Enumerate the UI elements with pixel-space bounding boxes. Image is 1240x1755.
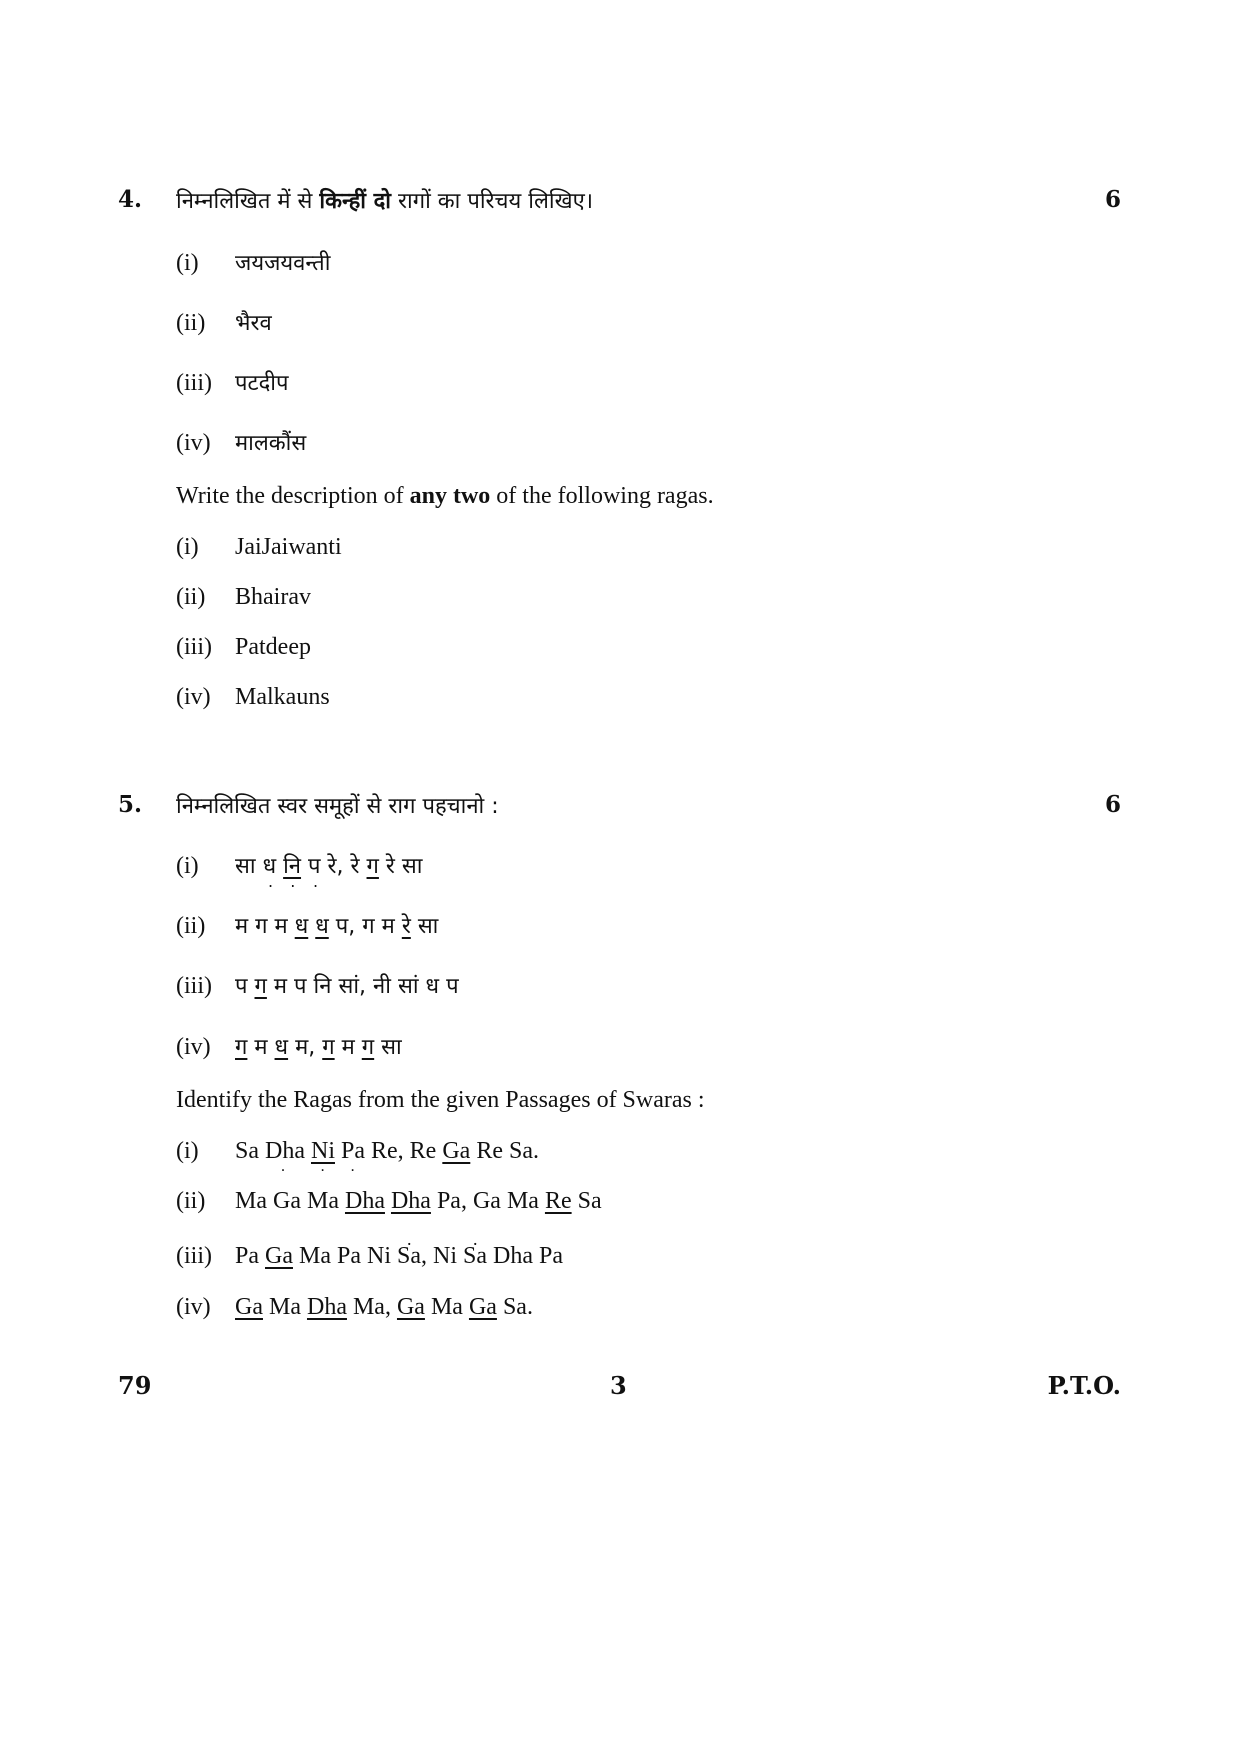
item-number: (ii) (176, 310, 206, 336)
swara: Pa, (436, 1188, 467, 1214)
q4-english-item (176, 634, 311, 661)
swara-lower-octave: प . (308, 854, 321, 879)
swara: म (274, 914, 288, 939)
swara: ध (425, 974, 440, 999)
swara-komal: ग (366, 854, 379, 879)
item-text: पटदीप (235, 371, 289, 396)
q5-english-item (176, 1138, 539, 1165)
please-turn-over: P.T.O. (1047, 1371, 1121, 1400)
item-number: (iv) (176, 684, 211, 710)
swara: Ma (268, 1294, 301, 1320)
swara-komal: Ga (265, 1243, 293, 1269)
swara: म (254, 1035, 268, 1060)
q5-english-item (176, 1188, 602, 1215)
swara: Ma (506, 1188, 539, 1214)
item-number: (i) (176, 853, 199, 879)
swara-passage (235, 1031, 402, 1061)
q4-hindi-prompt-post: रागों का परिचय लिखिए। (398, 189, 594, 214)
swara: Sa. (502, 1294, 533, 1320)
swara: Ma (430, 1294, 463, 1320)
swara: म, (295, 1035, 316, 1060)
swara: Re (409, 1138, 437, 1164)
item-number: (ii) (176, 1188, 206, 1214)
swara-komal: ध (274, 1035, 289, 1060)
question-4-marks: 6 (1104, 186, 1121, 213)
item-number: (ii) (176, 913, 206, 939)
swara-komal: ग (254, 974, 267, 999)
q5-english-item (176, 1243, 563, 1270)
swara: सां (397, 974, 419, 999)
swara: म (381, 914, 395, 939)
swara: ग (255, 914, 268, 939)
item-text: Bhairav (235, 584, 311, 610)
q5-english-item (176, 1294, 533, 1321)
item-text: Patdeep (235, 634, 311, 660)
swara-komal: ग (361, 1035, 375, 1060)
swara-komal: Ga (442, 1138, 471, 1164)
swara-passage (235, 910, 438, 940)
q4-english-prompt-bold: any two (409, 483, 491, 509)
item-number: (i) (176, 250, 199, 276)
swara: नी (373, 974, 391, 999)
swara-lower-octave: Dha . (265, 1138, 305, 1164)
paper-code: 79 (118, 1371, 152, 1400)
swara-passage (235, 1188, 602, 1215)
question-4-hindi-prompt (176, 185, 593, 215)
q4-english-prompt-pre: Write the description of (176, 483, 404, 509)
q4-hindi-prompt-bold: किन्हीं दो (319, 189, 391, 214)
q5-hindi-item (176, 1031, 402, 1061)
swara-komal: रे (401, 914, 411, 939)
swara: Ni (432, 1243, 457, 1269)
swara: प (235, 974, 248, 999)
swara-komal-lower-octave: नि . (283, 854, 301, 879)
swara: प (446, 974, 459, 999)
swara: Re, (370, 1138, 404, 1164)
item-text: JaiJaiwanti (235, 534, 342, 560)
swara: Sa (235, 1138, 259, 1164)
swara: प (294, 974, 307, 999)
swara: Ni (366, 1243, 391, 1269)
swara-komal: ग (235, 1035, 248, 1060)
swara: Re (476, 1138, 503, 1164)
q5-hindi-item (176, 910, 438, 940)
swara: सा (401, 854, 423, 879)
item-number: (i) (176, 534, 199, 560)
item-number: (iii) (176, 973, 212, 999)
swara-komal: Dha (390, 1188, 431, 1214)
q4-hindi-item (176, 427, 306, 457)
swara: Ma, (352, 1294, 391, 1320)
swara: Pa (336, 1243, 361, 1269)
swara: Ga (472, 1188, 501, 1214)
swara: Pa (538, 1243, 563, 1269)
swara: प, (335, 914, 356, 939)
item-text: मालकौंस (235, 431, 307, 456)
item-number: (ii) (176, 584, 206, 610)
q4-hindi-prompt-pre: निम्नलिखित में से (176, 189, 313, 214)
item-number: (iv) (176, 1294, 211, 1320)
swara: Ma (235, 1188, 267, 1214)
q4-english-item (176, 684, 330, 711)
swara-komal: Dha (344, 1188, 385, 1214)
item-number: (iv) (176, 430, 211, 456)
swara: Ma (306, 1188, 339, 1214)
swara: Ma (298, 1243, 331, 1269)
question-5-hindi-prompt: निम्नलिखित स्वर समूहों से राग पहचानो : (176, 794, 499, 819)
item-text: जयजयवन्ती (235, 251, 331, 276)
q4-hindi-item (176, 367, 288, 397)
swara-lower-octave: ध . (263, 854, 277, 879)
swara: सा (381, 1035, 402, 1060)
q4-hindi-item (176, 307, 272, 337)
item-text: Malkauns (235, 684, 330, 710)
q5-hindi-item (176, 970, 459, 1000)
swara: म (235, 914, 249, 939)
swara-komal-lower-octave: Ni . (311, 1138, 335, 1164)
item-number: (iii) (176, 1243, 212, 1269)
swara-komal: Ga (396, 1294, 425, 1320)
swara: रे (350, 854, 360, 879)
item-number: (iii) (176, 370, 212, 396)
swara: रे (385, 854, 395, 879)
swara: Pa (235, 1243, 259, 1269)
item-number: (i) (176, 1138, 199, 1164)
swara: सा (235, 854, 256, 879)
swara: म (273, 974, 288, 999)
q4-hindi-item (176, 247, 330, 277)
swara: ग (362, 914, 375, 939)
swara: Ga (273, 1188, 301, 1214)
swara-passage (235, 1138, 539, 1165)
swara-komal: Ga (468, 1294, 497, 1320)
swara-passage (235, 1294, 533, 1321)
page-number: 3 (610, 1371, 627, 1400)
item-number: (iv) (176, 1034, 211, 1060)
q5-hindi-item (176, 850, 423, 880)
swara-passage (235, 1243, 563, 1270)
swara: Sa. (508, 1138, 539, 1164)
question-4-number: 4. (118, 186, 143, 213)
q4-english-item (176, 584, 311, 611)
swara-passage (235, 850, 423, 880)
swara: सा (417, 914, 439, 939)
swara-komal: ध (315, 914, 329, 939)
question-5-english-prompt: Identify the Ragas from the given Passages of Swaras : (176, 1087, 705, 1113)
swara: रे, (327, 854, 344, 879)
swara: Sa (577, 1188, 602, 1214)
question-4-english-prompt (176, 483, 714, 510)
swara-komal: ध (294, 914, 309, 939)
question-5-number: 5. (118, 791, 143, 818)
question-5-marks: 6 (1104, 791, 1121, 818)
swara-passage (235, 970, 459, 1000)
swara-lower-octave: Pa . (341, 1138, 365, 1164)
item-text: भैरव (235, 311, 272, 336)
swara-komal: Re (544, 1188, 572, 1214)
swara: सां, (338, 974, 367, 999)
q4-english-item (176, 534, 342, 561)
q4-english-prompt-post: of the following ragas. (496, 483, 714, 509)
swara: नि (313, 974, 332, 999)
swara-komal: Ga (235, 1294, 263, 1320)
swara-komal: ग (322, 1035, 335, 1060)
swara-upper-octave: Sa . (397, 1243, 421, 1269)
punctuation: , (420, 1243, 427, 1269)
swara: म (341, 1035, 355, 1060)
swara: Dha (492, 1243, 533, 1269)
swara-komal: Dha (306, 1294, 347, 1320)
swara-upper-octave: Sa . (463, 1243, 487, 1269)
item-number: (iii) (176, 634, 212, 660)
